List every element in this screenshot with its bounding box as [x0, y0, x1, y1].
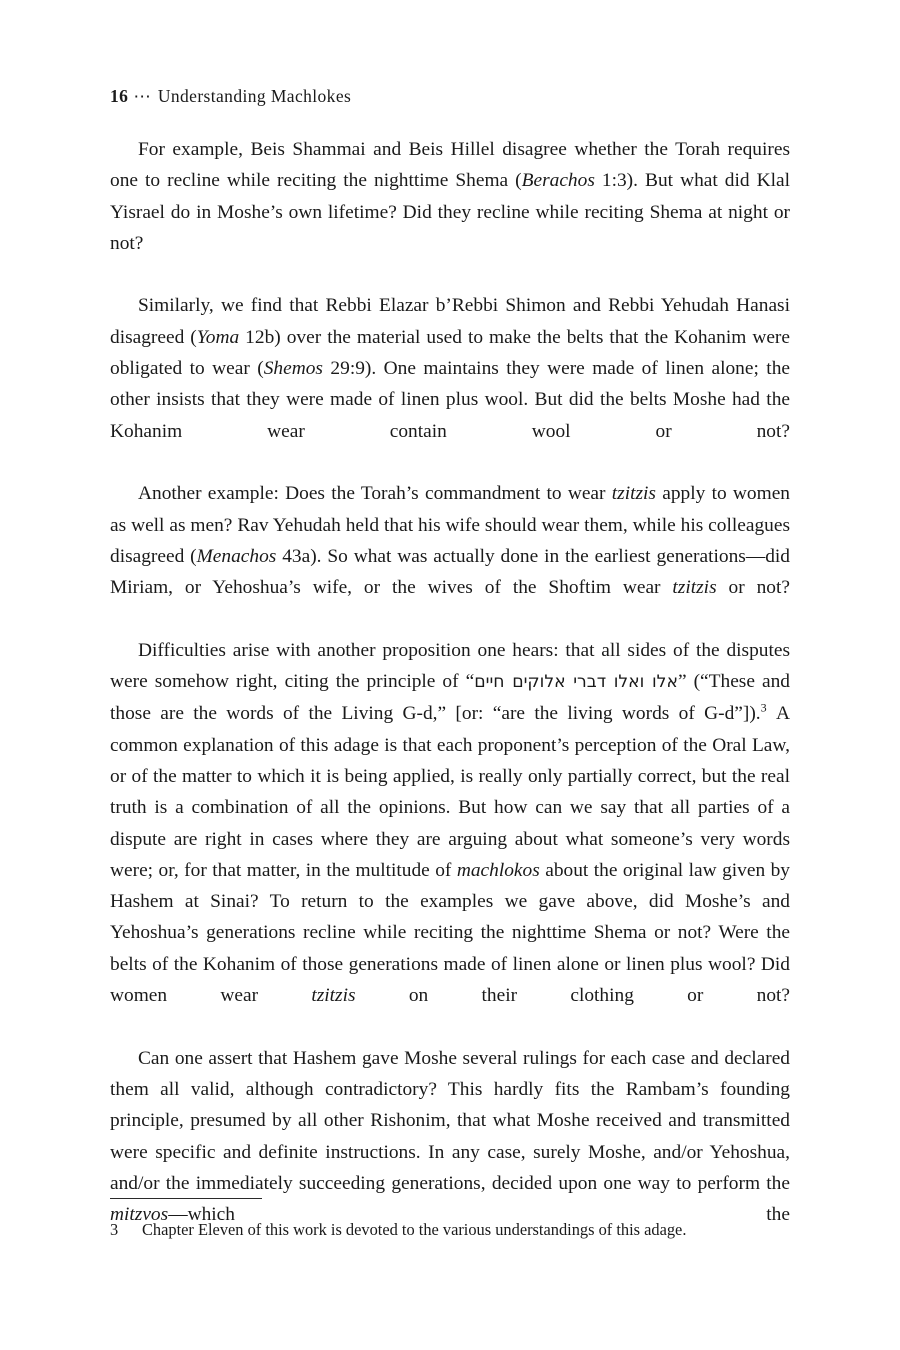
text-run: A common explanation of this adage is that each proponent’s perception of the Oral Law, or of the matter to which it is being applied, is really only partially correct, but the real truth is a combination of all the opinions. But how can we say that all parties of a dispute are right in cases where they are arguing about what someone’s very words were; or, for that matter, in the multitude of	[110, 703, 790, 881]
italic-citation: machlokos	[456, 859, 540, 881]
footnote-number[interactable]: 3	[110, 1220, 119, 1239]
text-run: or not?	[716, 577, 790, 599]
text-run: Similarly, we find that Rebbi Elazar b’Rebbi Shimon and Rebbi Yehudah Hanasi disagreed (	[110, 295, 790, 348]
text-run: 43a). So what was actually done in the earliest generations—did Miriam, or Yehoshua’s wife, or the wives of the Shoftim wear	[110, 545, 790, 599]
running-head-separator: ⋯	[133, 86, 152, 106]
text-run: apply to women as well as men? Rav Yehudah held that his wife should wear them, while his colleagues disagreed (	[110, 483, 790, 567]
text-run: on their clothing or not?	[355, 985, 791, 1007]
italic-citation: tzitzis	[672, 577, 717, 599]
page-number: 16	[110, 86, 129, 106]
running-head-title: Understanding Machlokes	[157, 86, 352, 106]
body-text	[110, 134, 790, 1262]
text-run: about the original law given by Hashem at Sinai? To return to the examples we gave above, did Moshe’s and Yehoshua’s generations recline while reciting the nighttime Shema or not? Were the belts of the Kohanim of those generations made of linen alone or linen plus wool? Did women wear	[110, 859, 790, 1007]
italic-citation: mitzvos	[110, 1204, 169, 1226]
text-run: 12b) over the material used to make the belts that the Kohanim were obligated to wear (	[110, 326, 790, 380]
text-run: Another example: Does the Torah’s commandment to wear	[138, 483, 612, 505]
text-run: —which the	[168, 1204, 790, 1226]
footnote-area	[110, 1218, 790, 1242]
text-run: 29:9). One maintains they were made of linen alone; the other insists that they were made of linen plus wool. But did the belts Moshe had the Kohanim wear contain wool or not?	[110, 358, 791, 442]
footnote-entry	[110, 1218, 790, 1242]
running-head	[110, 86, 351, 107]
footnote-reference-marker[interactable]: 3	[760, 700, 767, 715]
footnote-text: Chapter Eleven of this work is devoted to the various understandings of this adage.	[142, 1220, 687, 1239]
body-paragraph	[110, 478, 790, 634]
italic-citation: Berachos	[521, 170, 595, 192]
footnote-separator-rule	[110, 1198, 262, 1199]
italic-citation: Menachos	[196, 545, 277, 567]
body-paragraph	[110, 635, 790, 1043]
hebrew-quotation: אלו ואלו דברי אלוקים חיים	[474, 672, 678, 693]
text-run: ” (“These and those are the words of the Living G-d,” [or: “are the living words of G-d”]).	[110, 671, 790, 725]
text-run: Can one assert that Hashem gave Moshe several rulings for each case and declared them all valid, although contradictory? This hardly fits the Rambam’s founding principle, presumed by all other Rishonim, that what Moshe received and transmitted were specific and definite instructions. In any case, surely Moshe, and/or Yehoshua, and/or the immediately succeeding generations, decided upon one way to perform the	[110, 1047, 790, 1194]
italic-citation: tzitzis	[611, 483, 656, 505]
body-paragraph	[110, 134, 790, 290]
text-run: 1:3). But what did Klal Yisrael do in Moshe’s own lifetime? Did they recline while reciting Shema at night or not?	[110, 170, 790, 254]
italic-citation: Yoma	[196, 326, 240, 348]
text-run: Difficulties arise with another proposition one hears: that all sides of the disputes were somehow right, citing the principle of “	[110, 639, 790, 693]
italic-citation: Shemos	[263, 358, 323, 380]
text-run: For example, Beis Shammai and Beis Hillel disagree whether the Torah requires one to recline while reciting the nighttime Shema (	[110, 139, 790, 192]
italic-citation: tzitzis	[311, 985, 356, 1007]
body-paragraph	[110, 290, 790, 478]
